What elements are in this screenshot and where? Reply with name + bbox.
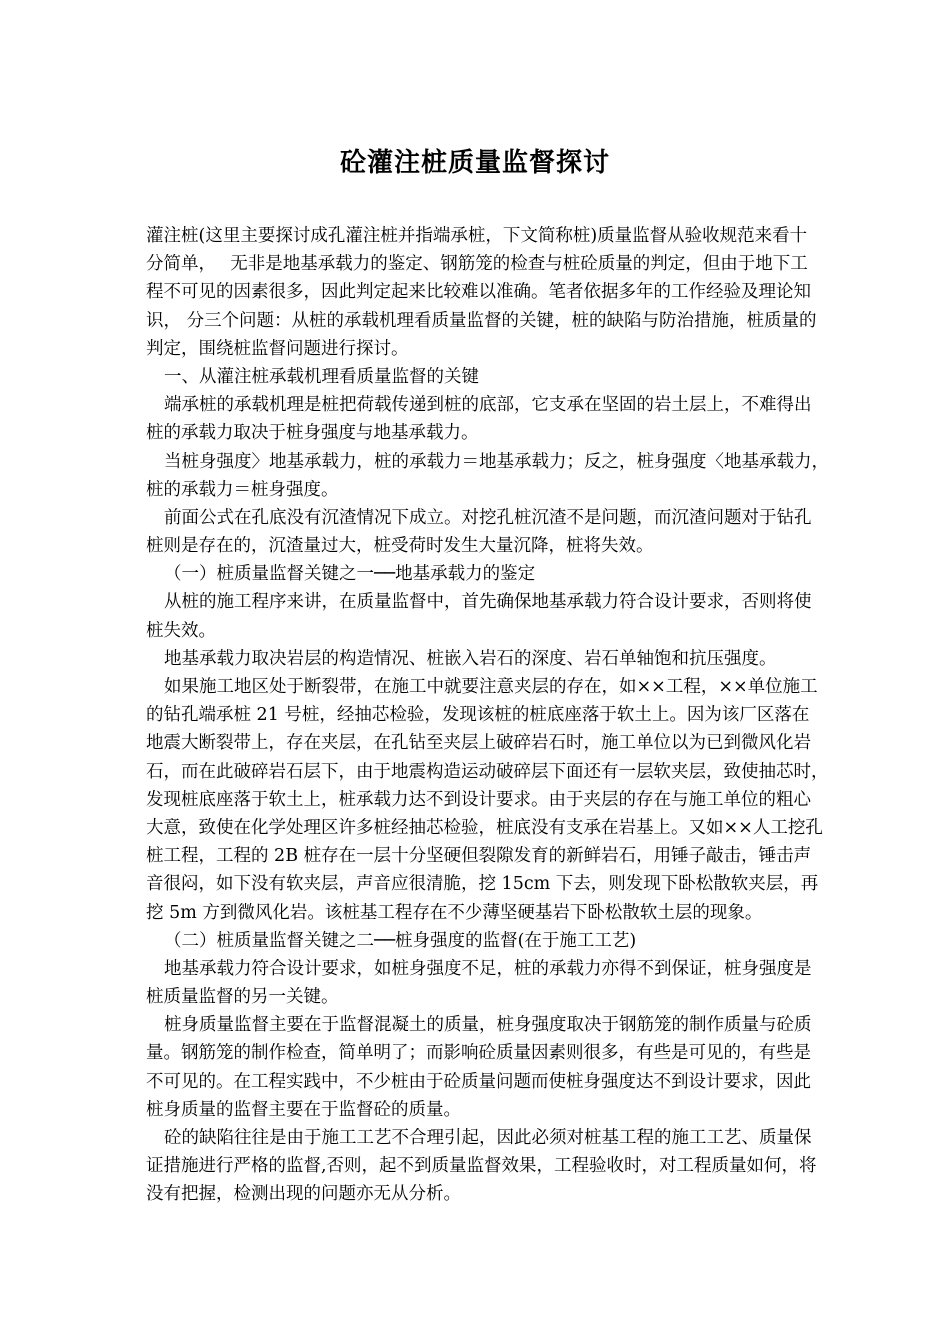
text-line: 石，而在此破碎岩石层下，由于地震构造运动破碎层下面还有一层软夹层，致使抽芯时， bbox=[146, 761, 829, 782]
text-line: 桩的承载力取决于桩身强度与地基承载力。 bbox=[146, 423, 479, 444]
text-line: 分简单， 无非是地基承载力的鉴定、钢筋笼的检查与桩砼质量的判定，但由于地下工 bbox=[146, 254, 808, 275]
text-line: 当桩身强度〉地基承载力，桩的承载力＝地基承载力；反之，桩身强度〈地基承载力， bbox=[164, 451, 829, 472]
text-line: 识， 分三个问题：从桩的承载机理看质量监督的关键，桩的缺陷与防治措施，桩质量的 bbox=[146, 310, 817, 331]
text-line: 桩身质量监督主要在于监督混凝土的质量，桩身强度取决于钢筋笼的制作质量与砼质 bbox=[164, 1015, 812, 1036]
text-line: 音很闷，如下没有软夹层，声音应很清脆，挖 15cm 下去，则发现下卧松散软夹层，再 bbox=[146, 874, 819, 895]
text-line: 前面公式在孔底没有沉渣情况下成立。对挖孔桩沉渣不是问题，而沉渣问题对于钻孔 bbox=[164, 507, 812, 528]
text-line: 桩质量监督的另一关键。 bbox=[146, 987, 339, 1008]
text-line: 证措施进行严格的监督,否则，起不到质量监督效果，工程验收时，对工程质量如何，将 bbox=[146, 1156, 817, 1177]
text-line: 一、从灌注桩承载机理看质量监督的关键 bbox=[164, 366, 479, 387]
text-line: 程不可见的因素很多，因此判定起来比较难以准确。笔者依据多年的工作经验及理论知 bbox=[146, 282, 811, 303]
text-line: 桩则是存在的，沉渣量过大，桩受荷时发生大量沉降，桩将失效。 bbox=[146, 536, 654, 557]
text-line: 判定，围绕桩监督问题进行探讨。 bbox=[146, 338, 409, 359]
text-line: 桩的承载力＝桩身强度。 bbox=[146, 479, 339, 500]
text-line: 发现桩底座落于软土上，桩承载力达不到设计要求。由于夹层的存在与施工单位的粗心 bbox=[146, 789, 811, 810]
text-line: 灌注桩(这里主要探讨成孔灌注桩并指端承桩，下文简称桩)质量监督从验收规范来看十 bbox=[146, 226, 808, 246]
text-line: （二）桩质量监督关键之二──桩身强度的监督(在于施工工艺) bbox=[164, 930, 637, 951]
text-line: 从桩的施工程序来讲，在质量监督中，首先确保地基承载力符合设计要求，否则将使 bbox=[164, 592, 812, 613]
text-line: 桩失效。 bbox=[146, 620, 216, 641]
text-line: 桩工程，工程的 2B 桩存在一层十分坚硬但裂隙发育的新鲜岩石，用锤子敲击，锤击声 bbox=[146, 846, 812, 867]
text-line: 挖 5m 方到微风化岩。该桩基工程存在不少薄坚硬基岩下卧松散软土层的现象。 bbox=[146, 902, 763, 923]
text-line: 端承桩的承载机理是桩把荷载传递到桩的底部，它支承在坚固的岩土层上，不难得出 bbox=[164, 395, 812, 416]
text-line: 砼的缺陷往往是由于施工工艺不合理引起，因此必须对桩基工程的施工工艺、质量保 bbox=[164, 1128, 812, 1148]
text-line: 地基承载力符合设计要求，如桩身强度不足，桩的承载力亦得不到保证，桩身强度是 bbox=[164, 958, 812, 979]
text-line: 地震大断裂带上，存在夹层，在孔钻至夹层上破碎岩石时，施工单位以为已到微风化岩 bbox=[146, 733, 811, 754]
text-line: 桩身质量的监督主要在于监督砼的质量。 bbox=[146, 1099, 461, 1120]
document-title: 砼灌注桩质量监督探讨 bbox=[339, 148, 610, 178]
text-line: 量。钢筋笼的制作检查，简单明了；而影响砼质量因素则很多，有些是可见的，有些是 bbox=[146, 1043, 811, 1064]
text-line: 不可见的。在工程实践中，不少桩由于砼质量问题而使桩身强度达不到设计要求，因此 bbox=[146, 1071, 811, 1092]
text-line: 的钻孔端承桩 21 号桩，经抽芯检验，发现该桩的桩底座落于软土上。因为该厂区落在 bbox=[146, 705, 810, 726]
document-body bbox=[146, 222, 882, 1209]
text-line: （一）桩质量监督关键之一──地基承载力的鉴定 bbox=[164, 564, 536, 585]
text-line: 没有把握，检测出现的问题亦无从分析。 bbox=[146, 1184, 461, 1205]
text-line: 地基承载力取决岩层的构造情况、桩嵌入岩石的深度、岩石单轴饱和抗压强度。 bbox=[164, 648, 777, 669]
text-line: 大意，致使在化学处理区许多桩经抽芯检验，桩底没有支承在岩基上。又如××人工挖孔 bbox=[146, 817, 823, 838]
text-line: 如果施工地区处于断裂带，在施工中就要注意夹层的存在，如××工程，××单位施工 bbox=[164, 677, 818, 697]
